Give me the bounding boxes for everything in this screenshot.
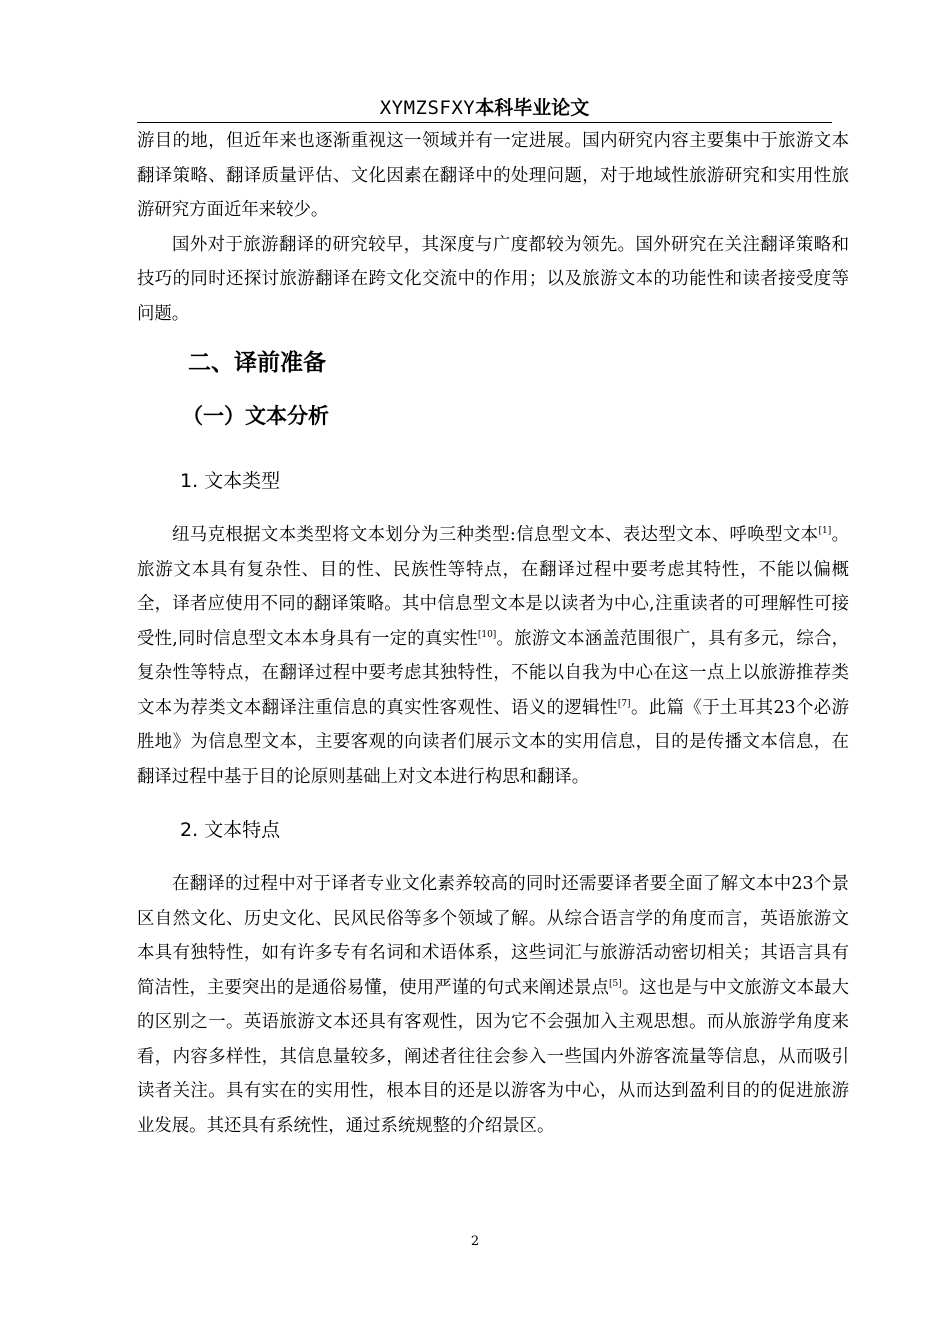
page-header	[137, 94, 832, 123]
header-code: XYMZSFXY	[379, 97, 476, 119]
citation-ref: [1]	[818, 526, 832, 536]
text-features-seg1: 在翻译的过程中对于译者专业文化素养较高的同时还需要译者要全面了解文本中23个景区自然文化、历史文化、民风民俗等多个领域了解。从综合语言学的角度而言，英语旅游文本具有独特性，如有许多专有名词和术语体系，这些词汇与旅游活动密切相关；其语言具有简洁性，主要突出的是通俗易懂，使用严谨的句式来阐述景点	[137, 874, 849, 998]
section-heading: 二、译前准备	[188, 350, 326, 376]
text-type-paragraph	[137, 518, 849, 794]
text-features-paragraph	[137, 867, 849, 1143]
header-title: 本科毕业论文	[475, 97, 590, 119]
citation-ref: [5]	[608, 978, 622, 989]
intro-paragraph-2: 国外对于旅游翻译的研究较早，其深度与广度都较为领先。国外研究在关注翻译策略和技巧的同时还探讨旅游翻译在跨文化交流中的作用；以及旅游文本的功能性和读者接受度等问题。	[137, 234, 849, 324]
citation-ref: [10]	[477, 629, 497, 640]
text-type-seg2: 。旅游文本具有复杂性、目的性、民族性等特点，在翻译过程中要考虑其特性，不能以偏概全，译者应使用不同的翻译策略。其中信息型文本是以读者为中心,注重读者的可理解性可接受性,同时信息型文本本身具有一定的真实性	[137, 525, 849, 649]
text-type-block	[137, 518, 849, 794]
item-heading-text-type: 1. 文本类型	[180, 470, 281, 492]
text-features-seg2: 。这也是与中文旅游文本最大的区别之一。英语旅游文本还具有客观性，因为它不会强加入主观思想。而从旅游学角度来看，内容多样性，其信息量较多，阐述者往往会参入一些国内外游客流量等信息，从而吸引读者关注。具有实在的实用性，根本目的还是以游客为中心，从而达到盈利目的的促进旅游业发展。其还具有系统性，通过系统规整的介绍景区。	[137, 977, 849, 1136]
item-heading-text-features: 2. 文本特点	[180, 819, 281, 841]
text-features-block	[137, 867, 849, 1143]
subsection-heading: （一）文本分析	[182, 404, 329, 428]
intro-paragraph-1: 游目的地，但近年来也逐渐重视这一领域并有一定进展。国内研究内容主要集中于旅游文本翻译策略、翻译质量评估、文化因素在翻译中的处理问题，对于地域性旅游研究和实用性旅游研究方面近年来较少。	[137, 131, 849, 220]
text-type-seg3: 。旅游文本涵盖范围很广，具有多元，综合，复杂性等特点，在翻译过程中要考虑其独特性，不能以自我为中心在这一点上以旅游推荐类文本为荐类文本翻译注重信息的真实性客观性、语义的逻辑性	[137, 628, 849, 718]
text-type-seg4: 。此篇《于土耳其23个必游胜地》为信息型文本，主要客观的向读者们展示文本的实用信息，目的是传播文本信息，在翻译过程中基于目的论原则基础上对文本进行构思和翻译。	[137, 697, 849, 787]
intro-block	[137, 124, 849, 331]
page-number: 2	[470, 1234, 480, 1249]
citation-ref: [7]	[617, 698, 631, 709]
text-type-seg1: 纽马克根据文本类型将文本划分为三种类型:信息型文本、表达型文本、呼唤型文本	[172, 525, 819, 545]
